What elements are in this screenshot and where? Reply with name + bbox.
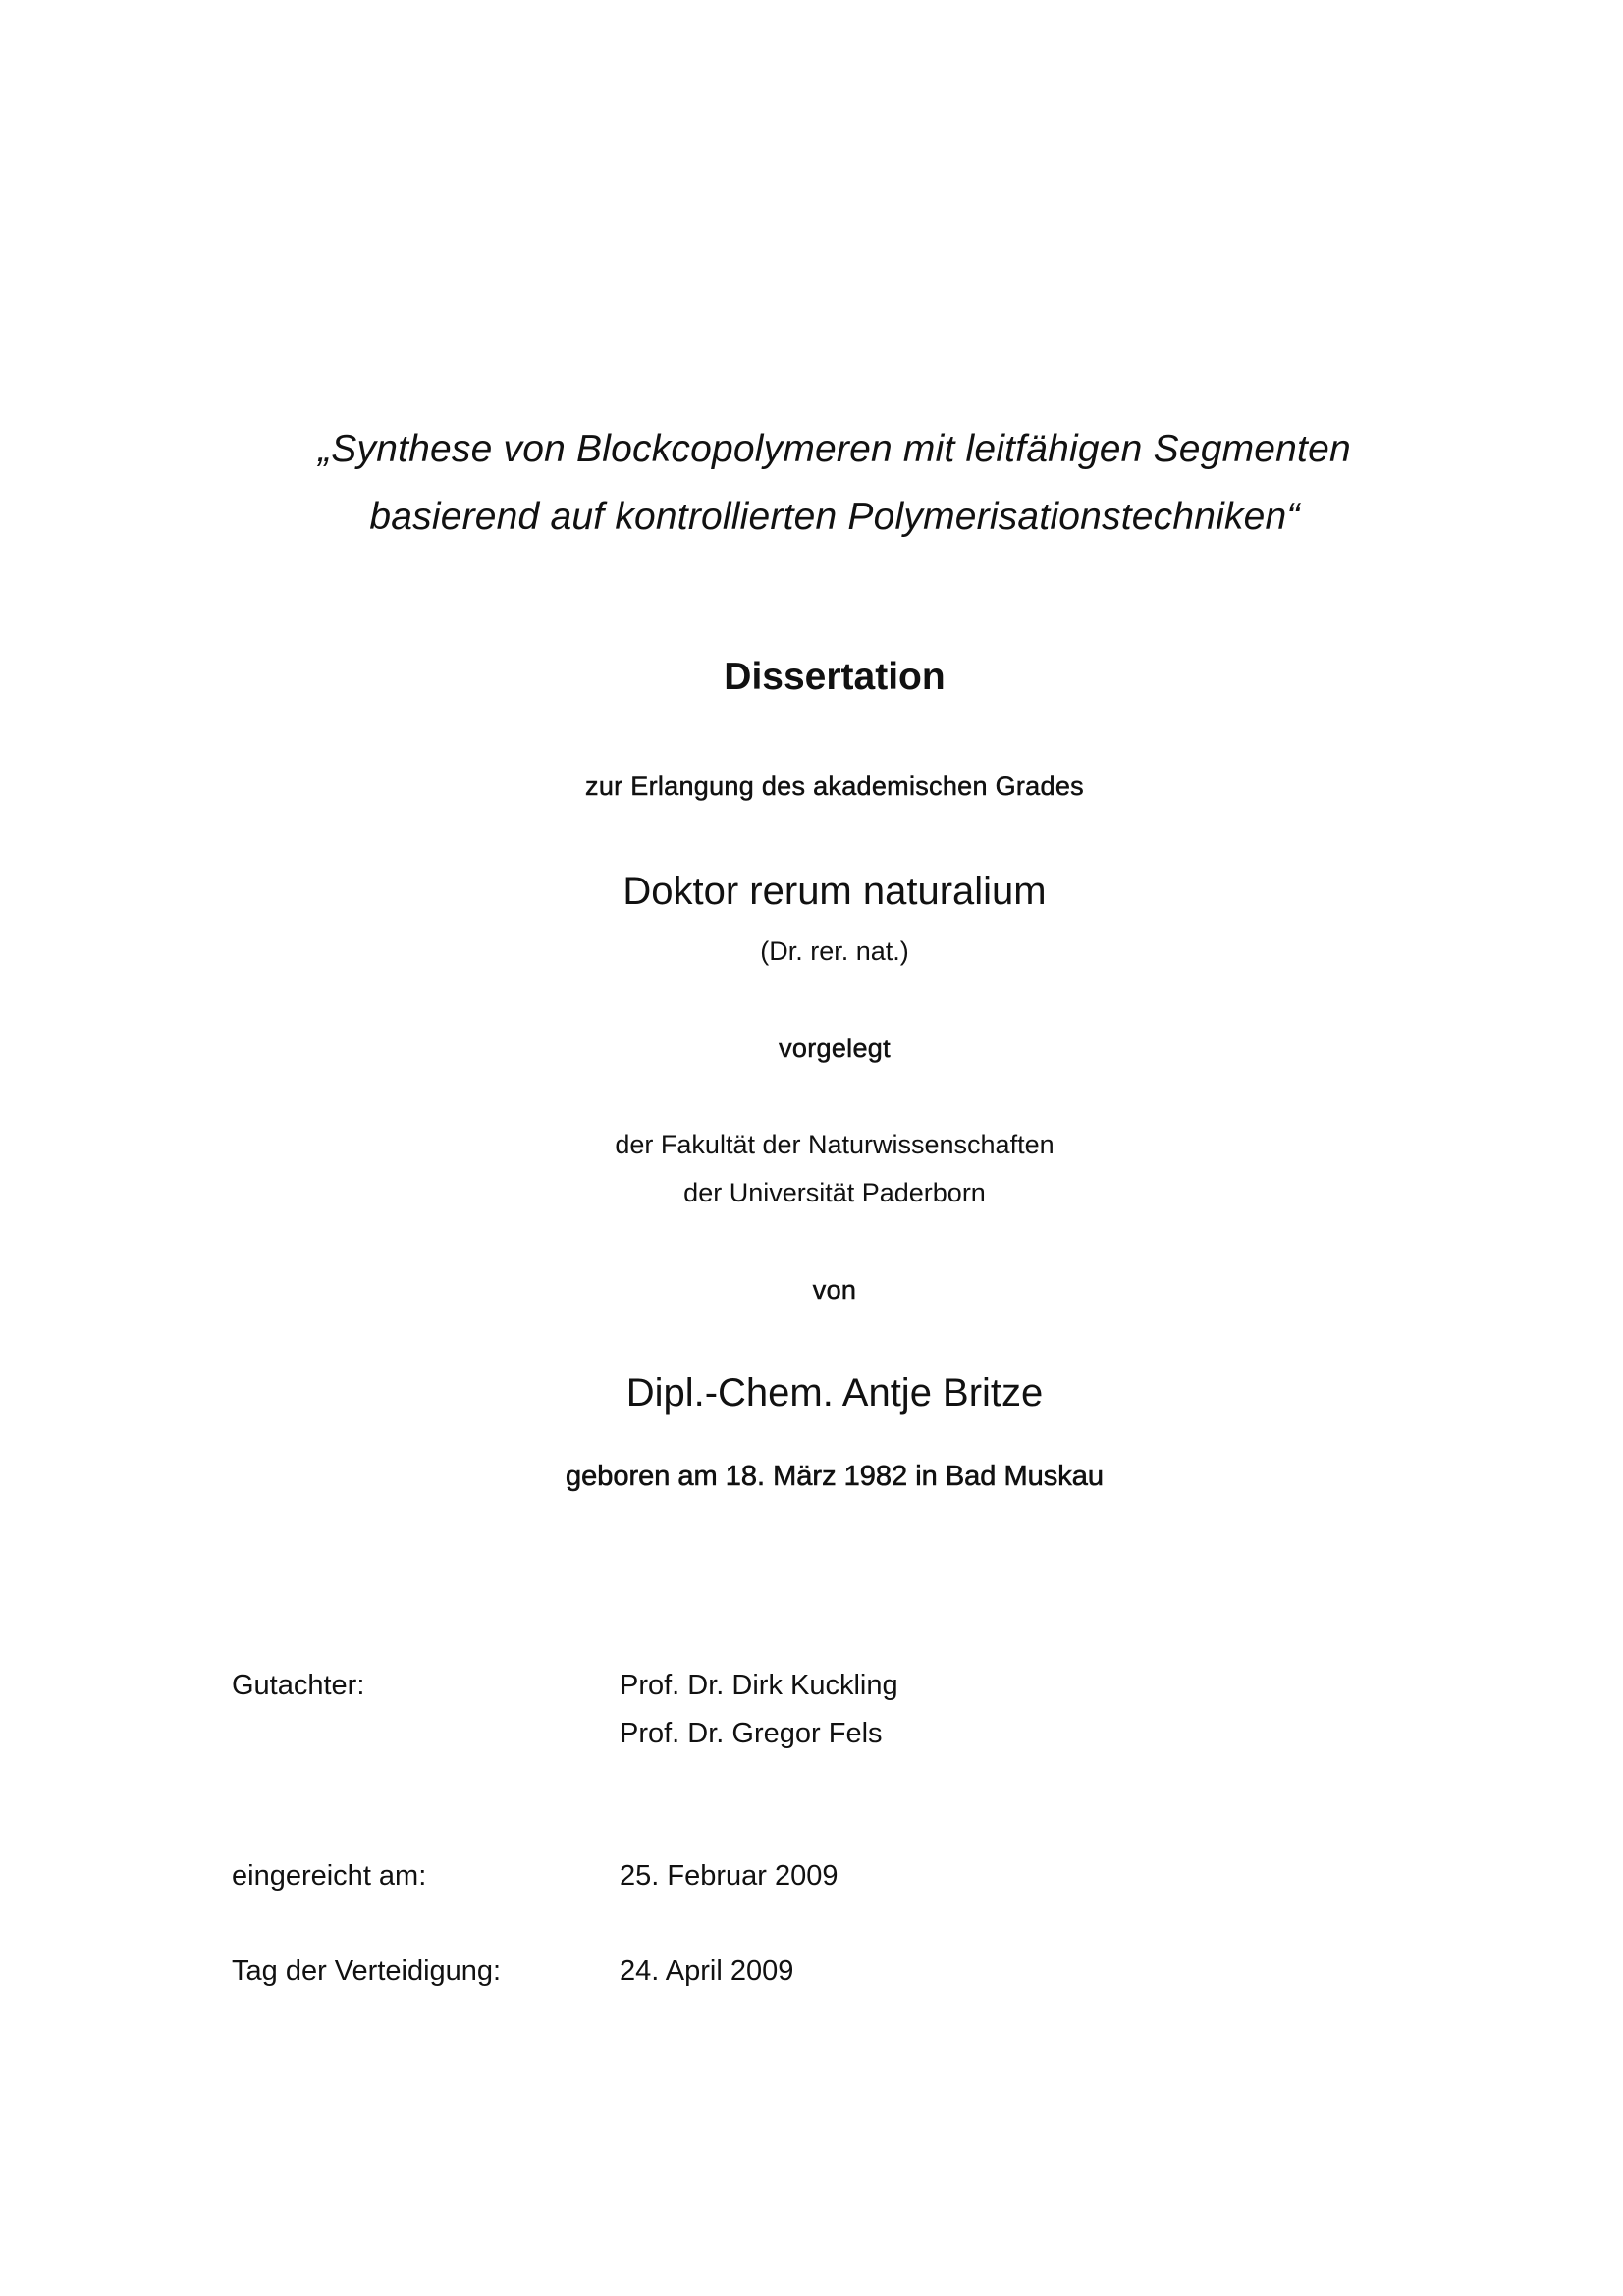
defense-date: 24. April 2009 bbox=[620, 1955, 794, 1987]
degree-name: Doktor rerum naturalium bbox=[622, 870, 1047, 913]
reviewers-label: Gutachter: bbox=[232, 1670, 365, 1701]
degree-abbreviation: (Dr. rer. nat.) bbox=[760, 936, 909, 966]
submitted-on-date: 25. Februar 2009 bbox=[620, 1860, 839, 1892]
submitted-label: vorgelegt bbox=[779, 1034, 891, 1063]
thesis-title-line-1: „Synthese von Blockcopolymeren mit leitfähigen Segmenten bbox=[318, 428, 1351, 470]
defense-label: Tag der Verteidigung: bbox=[232, 1955, 502, 1987]
thesis-title-line-2: basierend auf kontrollierten Polymerisationstechniken“ bbox=[369, 496, 1300, 538]
faculty-line-2: der Universität Paderborn bbox=[683, 1178, 986, 1207]
reviewer-2: Prof. Dr. Gregor Fels bbox=[620, 1718, 883, 1749]
author-name: Dipl.-Chem. Antje Britze bbox=[625, 1371, 1044, 1415]
faculty-line-1: der Fakultät der Naturwissenschaften bbox=[615, 1130, 1055, 1159]
reviewer-1: Prof. Dr. Dirk Kuckling bbox=[620, 1670, 898, 1701]
by-label: von bbox=[812, 1275, 857, 1305]
birth-info: geboren am 18. März 1982 in Bad Muskau bbox=[565, 1461, 1105, 1492]
submitted-on-label: eingereicht am: bbox=[232, 1860, 427, 1892]
document-type: Dissertation bbox=[724, 656, 946, 698]
degree-purpose: zur Erlangung des akademischen Grades bbox=[585, 772, 1084, 801]
